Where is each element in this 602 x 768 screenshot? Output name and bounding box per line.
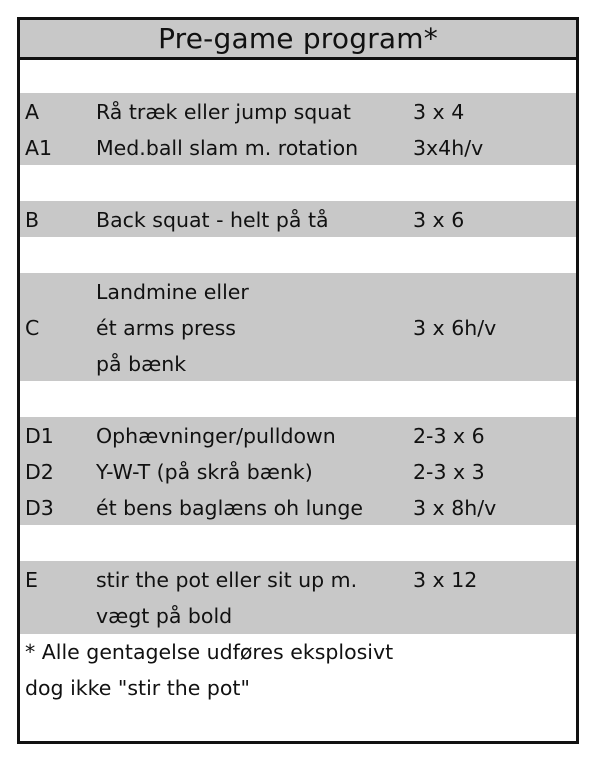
row-exercise-line: vægt på bold [96,604,233,628]
footnote-line: dog ikke "stir the pot" [25,676,250,700]
row-sets: 2-3 x 3 [413,460,485,484]
title-bar [20,20,576,60]
row-sets: 3 x 4 [413,100,465,124]
page-title: Pre-game program* [158,21,438,55]
row-exercise: Med.ball slam m. rotation [96,136,359,160]
row-exercise-line: Landmine eller [96,280,249,304]
program-sheet [17,17,579,744]
row-sets: 3 x 6h/v [413,316,497,340]
row-exercise-line: ét arms press [96,316,236,340]
row-exercise-line: på bænk [96,352,187,376]
row-sets: 3 x 8h/v [413,496,497,520]
row-sets: 3 x 12 [413,568,478,592]
row-sets: 3x4h/v [413,136,484,160]
row-code: B [25,208,40,232]
row-exercise: ét bens baglæns oh lunge [96,496,363,520]
row-sets: 3 x 6 [413,208,465,232]
row-exercise: Back squat - helt på tå [96,208,329,232]
row-exercise: Ophævninger/pulldown [96,424,336,448]
row-code: E [25,568,38,592]
row-code: A1 [25,136,53,160]
row-exercise: Y-W-T (på skrå bænk) [96,460,313,484]
row-code: D2 [25,460,54,484]
row-code: D3 [25,496,54,520]
row-exercise: Rå træk eller jump squat [96,100,351,124]
row-exercise-line: stir the pot eller sit up m. [96,568,358,592]
row-code: D1 [25,424,54,448]
row-code: A [25,100,40,124]
row-sets: 2-3 x 6 [413,424,485,448]
row-code: C [25,316,40,340]
footnote-line: * Alle gentagelse udføres eksplosivt [25,640,394,664]
